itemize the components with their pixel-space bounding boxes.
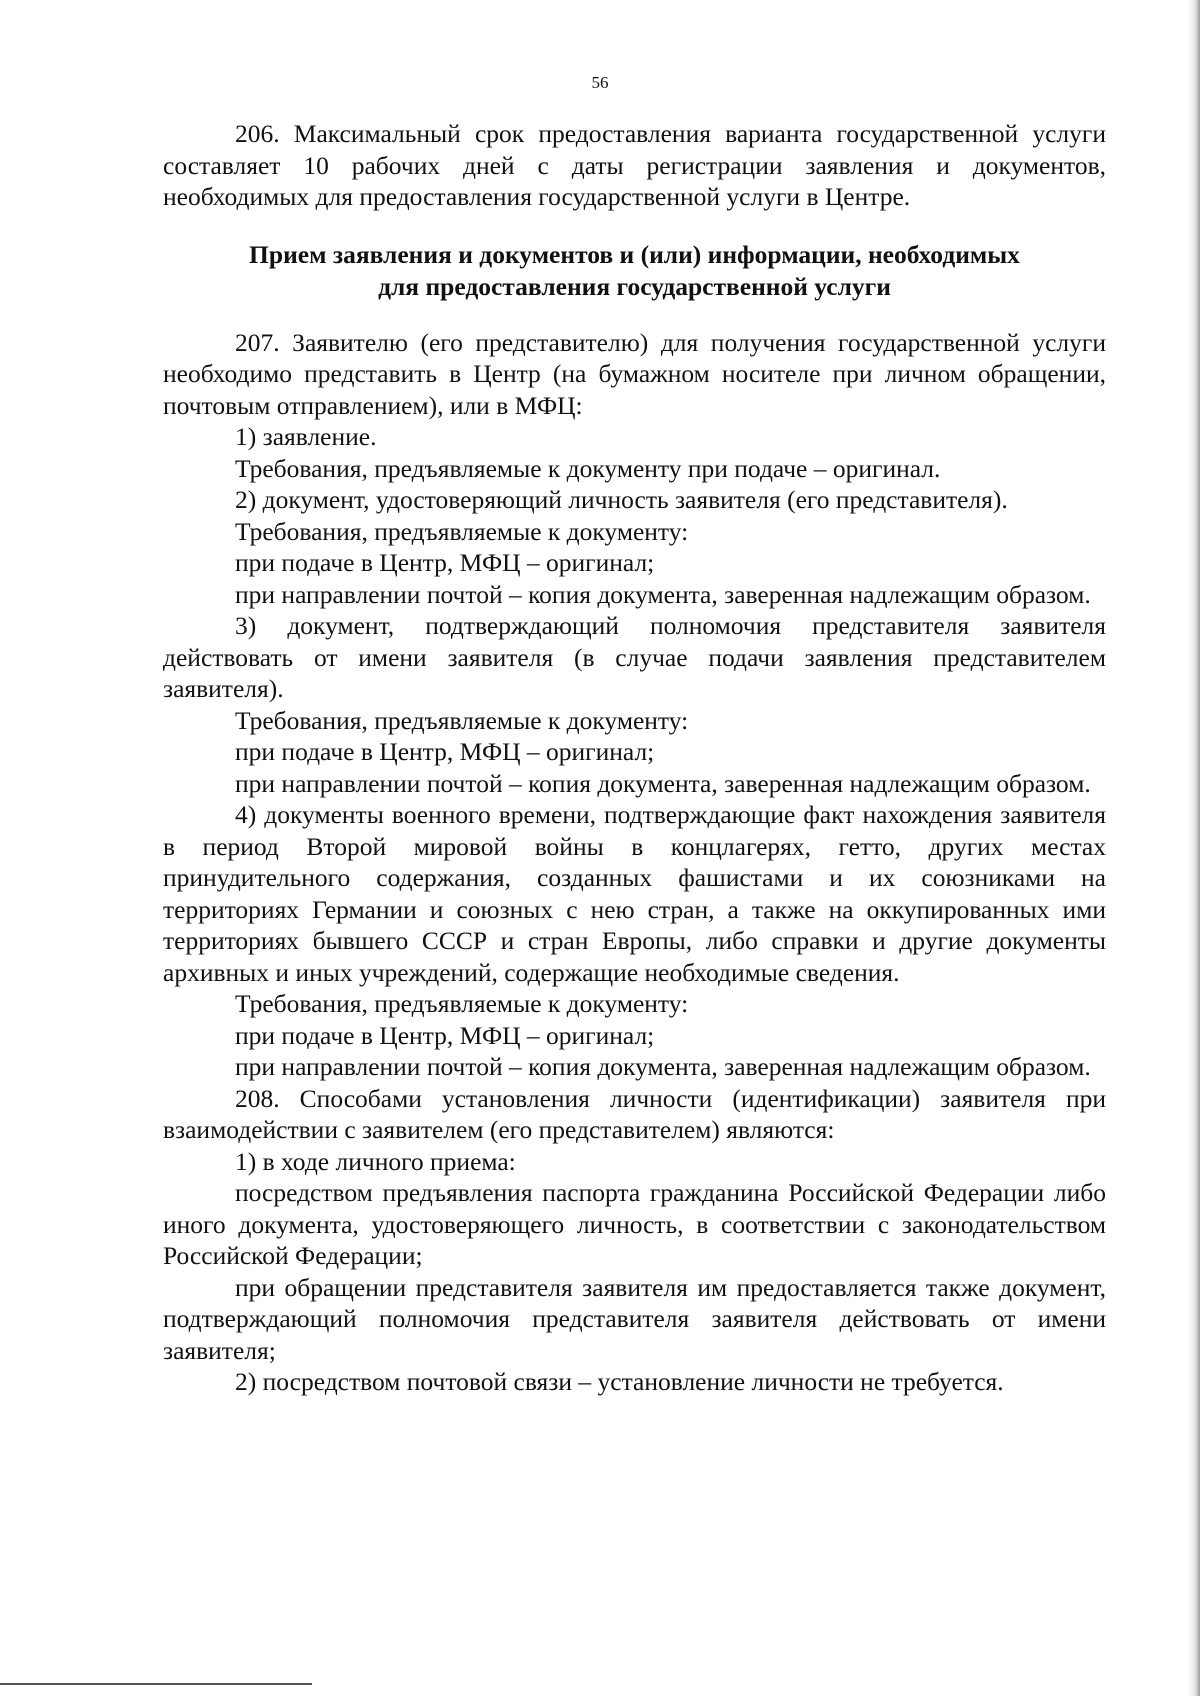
list-item: при подаче в Центр, МФЦ – оригинал; bbox=[235, 1020, 655, 1050]
list-item: Требования, предъявляемые к документу: bbox=[235, 516, 689, 546]
paragraph-208: 208. Способами установления личности (идентификации) заявителя при взаимодействии с заявителем (его представителем) являются: bbox=[163, 1083, 1106, 1144]
document-body bbox=[163, 118, 1106, 1398]
list-item: Требования, предъявляемые к документу: bbox=[235, 989, 689, 1018]
list-item: при направлении почтой – копия документа, заверенная надлежащим образом. bbox=[235, 768, 1091, 798]
section-heading bbox=[163, 239, 1106, 303]
paragraph-206: 206. Максимальный срок предоставления варианта государственной услуги составляет 10 рабочих дней с даты регистрации заявления и документов, необходимых для предоставления государственной услуги в Центре. bbox=[163, 119, 1106, 211]
list-item: Требования, предъявляемые к документу при подаче – оригинал. bbox=[235, 453, 941, 483]
list-item: Требования, предъявляемые к документу: bbox=[235, 705, 689, 735]
list-item: при обращении представителя заявителя им предоставляется также документ, подтверждающий полномочия представителя заявителя действовать от имени заявителя; bbox=[163, 1272, 1106, 1365]
list-item: 2) документ, удостоверяющий личность заявителя (его представителя). bbox=[235, 485, 1008, 514]
list-item: при подаче в Центр, МФЦ – оригинал; bbox=[235, 548, 655, 577]
list-item: 1) в ходе личного приема: bbox=[235, 1146, 516, 1176]
list-item: посредством предъявления паспорта гражданина Российской Федерации либо иного документа, удостоверяющего личность, в соответствии с законодательством Российской Федерации; bbox=[163, 1178, 1106, 1270]
scan-edge-shadow bbox=[1188, 0, 1200, 1696]
list-item: 4) документы военного времени, подтверждающие факт нахождения заявителя в период Второй мировой войны в концлагерях, гетто, других местах принудительного содержания, созданных фашистами и их союзниками на территориях Германии и союзных с нею стран, а также на оккупированных ими территориях бывшего СССР и стран Европы, либо справки и другие документы архивных и иных учреждений, содержащие необходимые сведения. bbox=[163, 800, 1106, 987]
section-heading-line-1: Прием заявления и документов и (или) информации, необходимых bbox=[249, 239, 1020, 269]
list-item: при направлении почтой – копия документа, заверенная надлежащим образом. bbox=[235, 1052, 1091, 1081]
list-item: при подаче в Центр, МФЦ – оригинал; bbox=[235, 737, 655, 766]
paragraph-207: 207. Заявителю (его представителю) для получения государственной услуги необходимо представить в Центр (на бумажном носителе при личном обращении, почтовым отправлением), или в МФЦ: bbox=[163, 327, 1106, 420]
list-item: 2) посредством почтовой связи – установление личности не требуется. bbox=[235, 1367, 1004, 1396]
section-heading-line-2: для предоставления государственной услуги bbox=[378, 271, 891, 301]
list-item: 3) документ, подтверждающий полномочия представителя заявителя действовать от имени заявителя (в случае подачи заявления представителем заявителя). bbox=[163, 611, 1106, 703]
page-number: 56 bbox=[591, 73, 609, 92]
list-item: 1) заявление. bbox=[235, 422, 377, 451]
list-item: при направлении почтой – копия документа, заверенная надлежащим образом. bbox=[235, 579, 1091, 609]
footnote-separator-line bbox=[0, 1683, 312, 1685]
